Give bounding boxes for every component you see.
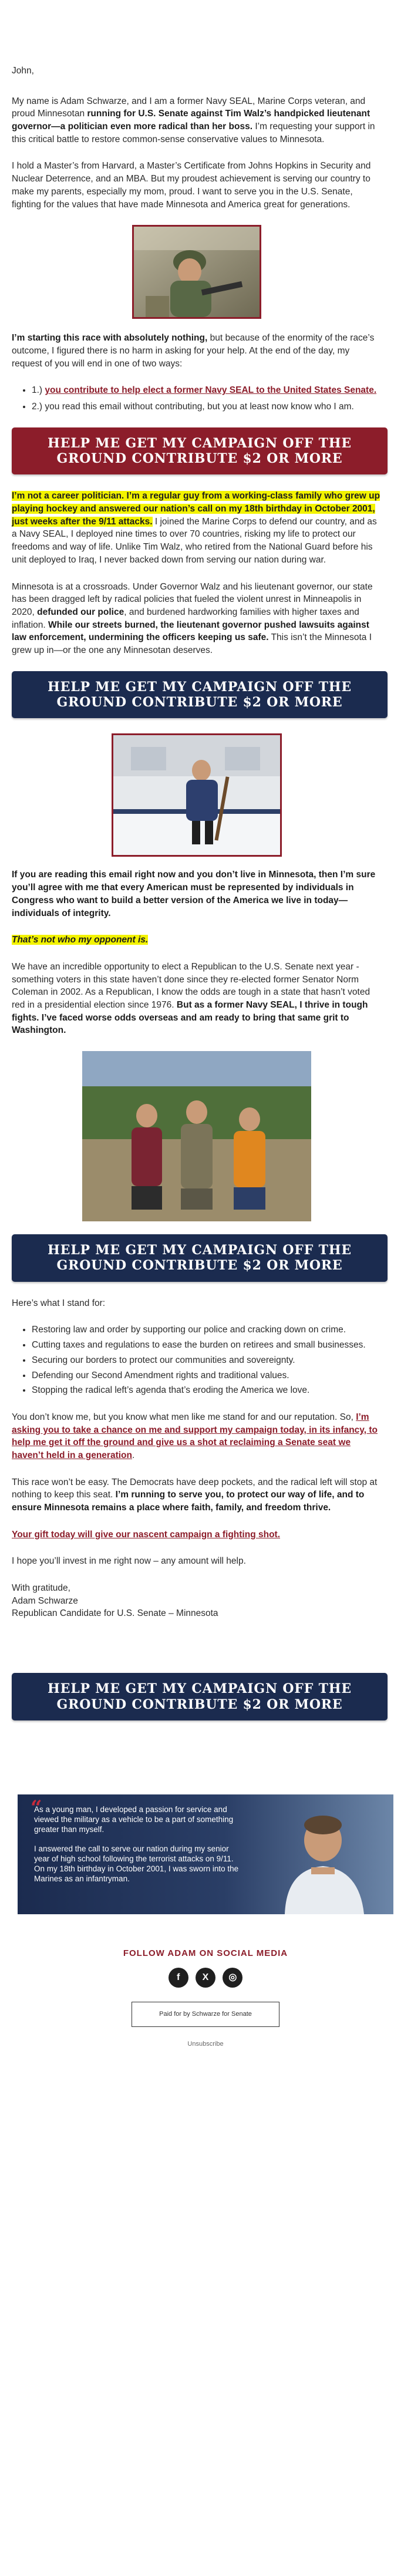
position-item: • Cutting taxes and regulations to ease the burden on retirees and small businesses. <box>32 1339 382 1352</box>
x-icon[interactable]: X <box>196 1968 215 1988</box>
hockey-rink-photo <box>112 733 282 857</box>
opportunity-paragraph: We have an incredible opportunity to elect a Republican to the U.S. Senate next year - something voters in this state haven’t done since they re-elected former Senator Norm Coleman in 2002. As a Republican, I know the odds are tough in a state that hasn’t voted red in a presidential election since 1976. But as a former Navy SEAL, I thrive in tough fights. I’ve faced worse odds overseas and am ready to bring that same grit to Washington. <box>12 961 370 1036</box>
quote-banner <box>18 1794 393 1914</box>
position-item: • Restoring law and order by supporting our police and cracking down on crime. <box>32 1324 382 1336</box>
svg-text:“: “ <box>31 1796 42 1820</box>
social-heading: FOLLOW ADAM ON SOCIAL MEDIA <box>123 1948 288 1958</box>
signature-block <box>12 1582 382 1620</box>
option-1: • 1.) you contribute to help elect a former Navy SEAL to the United States Senate. <box>32 384 382 397</box>
career-paragraph: I’m not a career politician. I’m a regular guy from a working-class family who grew up playing hockey and answered our nation’s call on my 18th birthday in October 2001, just weeks after the 9/11 attacks. I joined the Marine Corps to defend our country, and as a Navy SEAL, I deployed nine times to over 70 countries, risking my life to protect our freedoms and way of life. Unlike Tim Walz, who retired from the National Guard before his unit deployed to Iraq, I never backed down from serving our nation during war. <box>12 491 380 565</box>
option-2: • 2.) you read this email without contributing, but you at least now know who I am. <box>32 400 382 413</box>
not-in-minnesota-paragraph: If you are reading this email right now and you don’t live in Minnesota, then I’m sure you’ll agree with me that every American must be represented by individuals in Congress who want to build a better version of the America we live in today—individuals of integrity. <box>12 870 376 918</box>
hope-paragraph: I hope you’ll invest in me right now – any amount will help. <box>12 1556 246 1567</box>
instagram-icon[interactable]: ◎ <box>223 1968 242 1988</box>
military-portrait-photo <box>132 225 261 319</box>
gift-paragraph <box>12 1528 382 1541</box>
signature-title: Republican Candidate for U.S. Senate – Minnesota <box>12 1608 218 1619</box>
family-photo <box>82 1051 311 1221</box>
unsubscribe-link[interactable]: Unsubscribe <box>187 2040 224 2048</box>
contribute-button-4[interactable]: HELP ME GET MY CAMPAIGN OFF THE GROUND CONTRIBUTE $2 OR MORE <box>12 1673 388 1720</box>
crossroads-paragraph: Minnesota is at a crossroads. Under Governor Walz and his lieutenant governor, our state has been dragged left by radical policies that fueled the violent unrest in Minneapolis in 2020, defunded our police, and burdened hardworking families with higher taxes and inflation. While our streets burned, the lieutenant governor pushed lawsuits against law enforcement, undermining the officers keeping us safe. This isn’t the Minnesota I grew up in—or the one any Minnesotan deserves. <box>12 581 373 655</box>
bio-paragraph: I hold a Master’s from Harvard, a Master’s Certificate from Johns Hopkins in Security and Nuclear Deterrence, and an MBA. But my proudest achievement is serving our country to make my parents, especially my mom, proud. I want to serve you in the U.S. Senate, fighting for the values that have made Minnesota and America great for generations. <box>12 161 371 210</box>
banner-quote-text: As a young man, I developed a passion for service and viewed the military as a vehicle to be a part of something greater than myself. I answered the call to serve our nation during my senior year of high school following the terrorist attacks on 9/11. On my 18th birthday in October 2001, I was sworn into the Marines as an infantryman. <box>34 1804 239 1884</box>
signature-name: Adam Schwarze <box>12 1595 78 1606</box>
race-paragraph: This race won’t be easy. The Democrats have deep pockets, and the radical left will stop at nothing to keep this seat. I’m running to serve you, to protect our way of life, and to ensure Minnesota remains a place where faith, family, and freedom thrive. <box>12 1477 378 1513</box>
opponent-statement: That’s not who my opponent is. <box>12 935 149 945</box>
stand-intro: Here’s what I stand for: <box>12 1298 106 1308</box>
salutation: John, <box>12 66 34 76</box>
intro-paragraph: My name is Adam Schwarze, and I am a former Navy SEAL, Marine Corps veteran, and proud Minnesotan running for U.S. Senate against Tim Walz’s handpicked lieutenant governor—a politician even more radical than her boss. I’m requesting your support in this critical battle to restore common-sense conservative values to Minnesota. <box>12 96 375 144</box>
paid-for-disclaimer: Paid for by Schwarze for Senate <box>132 2002 279 2027</box>
social-icons <box>0 1968 411 1988</box>
position-item: • Stopping the radical left’s agenda that’s eroding the America we love. <box>32 1384 382 1397</box>
positions-list <box>12 1324 382 1396</box>
starting-paragraph: I’m starting this race with absolutely nothing, but because of the enormity of the race’s outcome, I figured there is no harm in asking for your help. At the end of the day, my request of you will end in one of two ways: <box>12 333 375 369</box>
contribute-button-3[interactable]: HELP ME GET MY CAMPAIGN OFF THE GROUND CONTRIBUTE $2 OR MORE <box>12 1234 388 1282</box>
closing-line: With gratitude, <box>12 1583 70 1594</box>
options-list <box>12 384 382 413</box>
support-campaign-link[interactable]: I’m asking you to take a chance on me and support my campaign today, in its infancy, to help me get it off the ground and give us a shot at reclaiming a Senate seat we haven’t held in a generation <box>12 1412 378 1460</box>
facebook-icon[interactable]: f <box>169 1968 188 1988</box>
contribute-button-2[interactable]: HELP ME GET MY CAMPAIGN OFF THE GROUND CONTRIBUTE $2 OR MORE <box>12 671 388 719</box>
contribute-link[interactable]: you contribute to help elect a former Navy SEAL to the United States Senate. <box>45 385 377 396</box>
gift-link[interactable]: Your gift today will give our nascent campaign a fighting shot. <box>12 1529 281 1540</box>
ask-paragraph: You don’t know me, but you know what men like me stand for and our reputation. So, I’m asking you to take a chance on me and support my campaign today, in its infancy, to help me get it off the ground and give us a shot at reclaiming a Senate seat we haven’t held in a generation. <box>12 1412 378 1460</box>
contribute-button-1[interactable]: HELP ME GET MY CAMPAIGN OFF THE GROUND CONTRIBUTE $2 OR MORE <box>12 427 388 475</box>
position-item: • Securing our borders to protect our communities and sovereignty. <box>32 1354 382 1367</box>
position-item: • Defending our Second Amendment rights and traditional values. <box>32 1369 382 1382</box>
